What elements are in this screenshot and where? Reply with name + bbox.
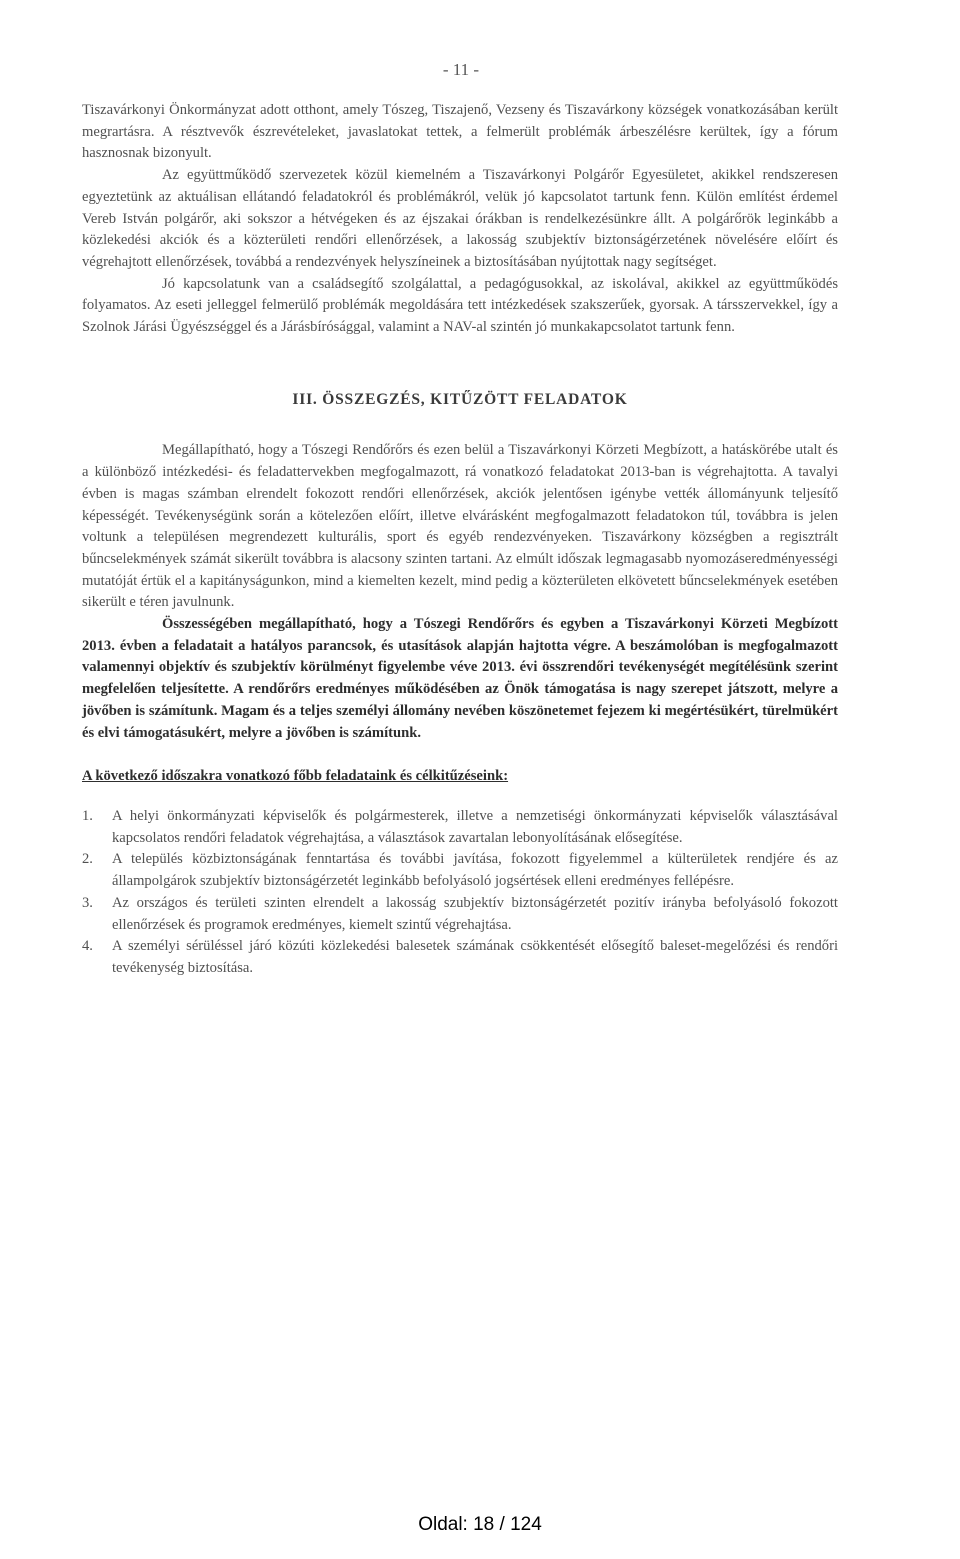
list-item (82, 936, 838, 979)
list-item-text: A személyi sérüléssel járó közúti közlekedési balesetek számának csökkentését elősegítő baleset-megelőzési és rendőri tevékenység biztosítása. (112, 938, 838, 976)
paragraph-summary: Megállapítható, hogy a Tószegi Rendőrőrs és ezen belül a Tiszavárkonyi Körzeti Megbízott, a hatáskörébe utalt és a különböző intézkedési- és feladattervekben megfogalmazott, rá vonatkozó feladatokat 2013-ban is végrehajtotta. A tavalyi évben is magas számban elrendelt fokozott rendőri ellenőrzések, akciók jelentősen igénybe vették állományunk teljesítő képességét. Tevékenységünk során a kötelezően előírt, illetve elvárásként megfogalmazott feladatokon túl, továbbra is jelen voltunk a településen megrendezett kulturális, sport és egyéb rendezvényeken. Tiszavárkony községben a regisztrált bűncselekmények számát sikerült továbbra is alacsony szinten tartani. Az elmúlt időszak legmagasabb nyomozáseredményességi mutatóját értük el a kapitányságunkon, mind a kiemelten kezelt, mind pedig a közterületen elkövetett bűncselekmények esetében sikerült e téren javulnunk. (82, 442, 838, 611)
section-title: III. ÖSSZEGZÉS, KITŰZÖTT FELADATOK (292, 390, 628, 408)
page-number: - 11 - (442, 60, 480, 79)
list-item-number: 2. (82, 851, 93, 868)
list-item-number: 4. (82, 938, 93, 955)
list-item-number: 3. (82, 894, 93, 911)
paragraph-conclusion: Összességében megállapítható, hogy a Tószegi Rendőrőrs és egyben a Tiszavárkonyi Körzeti Megbízott 2013. évben a feladatait a hatályos parancsok, és utasítások alapján hajtotta végre. A beszámolóban is megfogalmazott valamennyi objektív és szubjektív körülményt figyelembe véve 2013. évi összrendőri tevékenységét megítélésünk szerint megfelelően teljesítette. A rendőrőrs eredményes működésében az Önök támogatása is nagy szerepet játszott, melyre a jövőben is számítunk. Magam és a teljes személyi állomány nevében köszönetemet fejezem ki megértésükért, türelmükért és elvi támogatásukért, melyre a jövőben is számítunk. (82, 616, 838, 741)
page-footer: Oldal: 18 / 124 (418, 1514, 542, 1535)
paragraph-cooperation: Az együttműködő szervezetek közül kiemelném a Tiszavárkonyi Polgárőr Egyesületet, akikkel rendszeresen egyeztetünk az aktuálisan ellátandó feladatokról és problémákról, velük jó kapcsolatot tartunk fenn. Külön említést érdemel Vereb István polgárőr, aki sokszor a hétvégeken és az éjszakai órákban is rendelkezésünkre állt. A polgárőrök leginkább a közlekedési akciók és a közterületi rendőri ellenőrzések, a lakosság szubjektív biztonságérzetének növelésére előírt és végrehajtott ellenőrzések, továbbá a rendezvények helyszíneinek a biztosításában nyújtottak nagy segítséget. (82, 167, 838, 270)
tasks-list (82, 806, 838, 980)
document-body (82, 100, 838, 980)
list-item-number: 1. (82, 807, 93, 824)
list-item (82, 849, 838, 892)
tasks-heading: A következő időszakra vonatkozó főbb feladataink és célkitűzéseink: (82, 768, 509, 785)
list-item-text: A település közbiztonságának fenntartása és további javítása, fokozott figyelemmel a külterületek rendjére és az állampolgárok szubjektív biztonságérzetét leginkább befolyásoló jogsértések elleni eredményes fellépésre. (112, 851, 838, 890)
list-item (82, 893, 838, 936)
paragraph-relations: Jó kapcsolatunk van a családsegítő szolgálattal, a pedagógusokkal, az iskolával, akikkel az együttműködés folyamatos. Az eseti jelleggel felmerülő problémák megoldására tett intézkedések szakszerűek, gyorsak. A társszervekkel, így a Szolnok Járási Ügyészséggel és a Járásbírósággal, valamint a NAV-al szintén jó munkakapcsolatot tartunk fenn. (82, 275, 838, 336)
list-item-text: A helyi önkormányzati képviselők és polgármesterek, illetve a nemzetiségi önkormányzati képviselők választásával kapcsolatos rendőri feladatok végrehajtása, a választások zavartalan lebonyolításának elősegítése. (112, 807, 838, 846)
paragraph-forum: Tiszavárkonyi Önkormányzat adott otthont, amely Tószeg, Tiszajenő, Vezseny és Tiszavárkony községek vonatkozásában került megrartásra. A résztvevők észrevételeket, javaslatokat tettek, a felmerült problémák árbeszélésre kerültek, így a fórum hasznosnak bizonyult. (82, 102, 838, 162)
list-item (82, 806, 838, 849)
list-item-text: Az országos és területi szinten elrendelt a lakosság szubjektív biztonságérzetét pozitív irányba befolyásoló fokozott ellenőrzések és programok eredményes, kiemelt szintű végrehajtása. (112, 894, 838, 933)
